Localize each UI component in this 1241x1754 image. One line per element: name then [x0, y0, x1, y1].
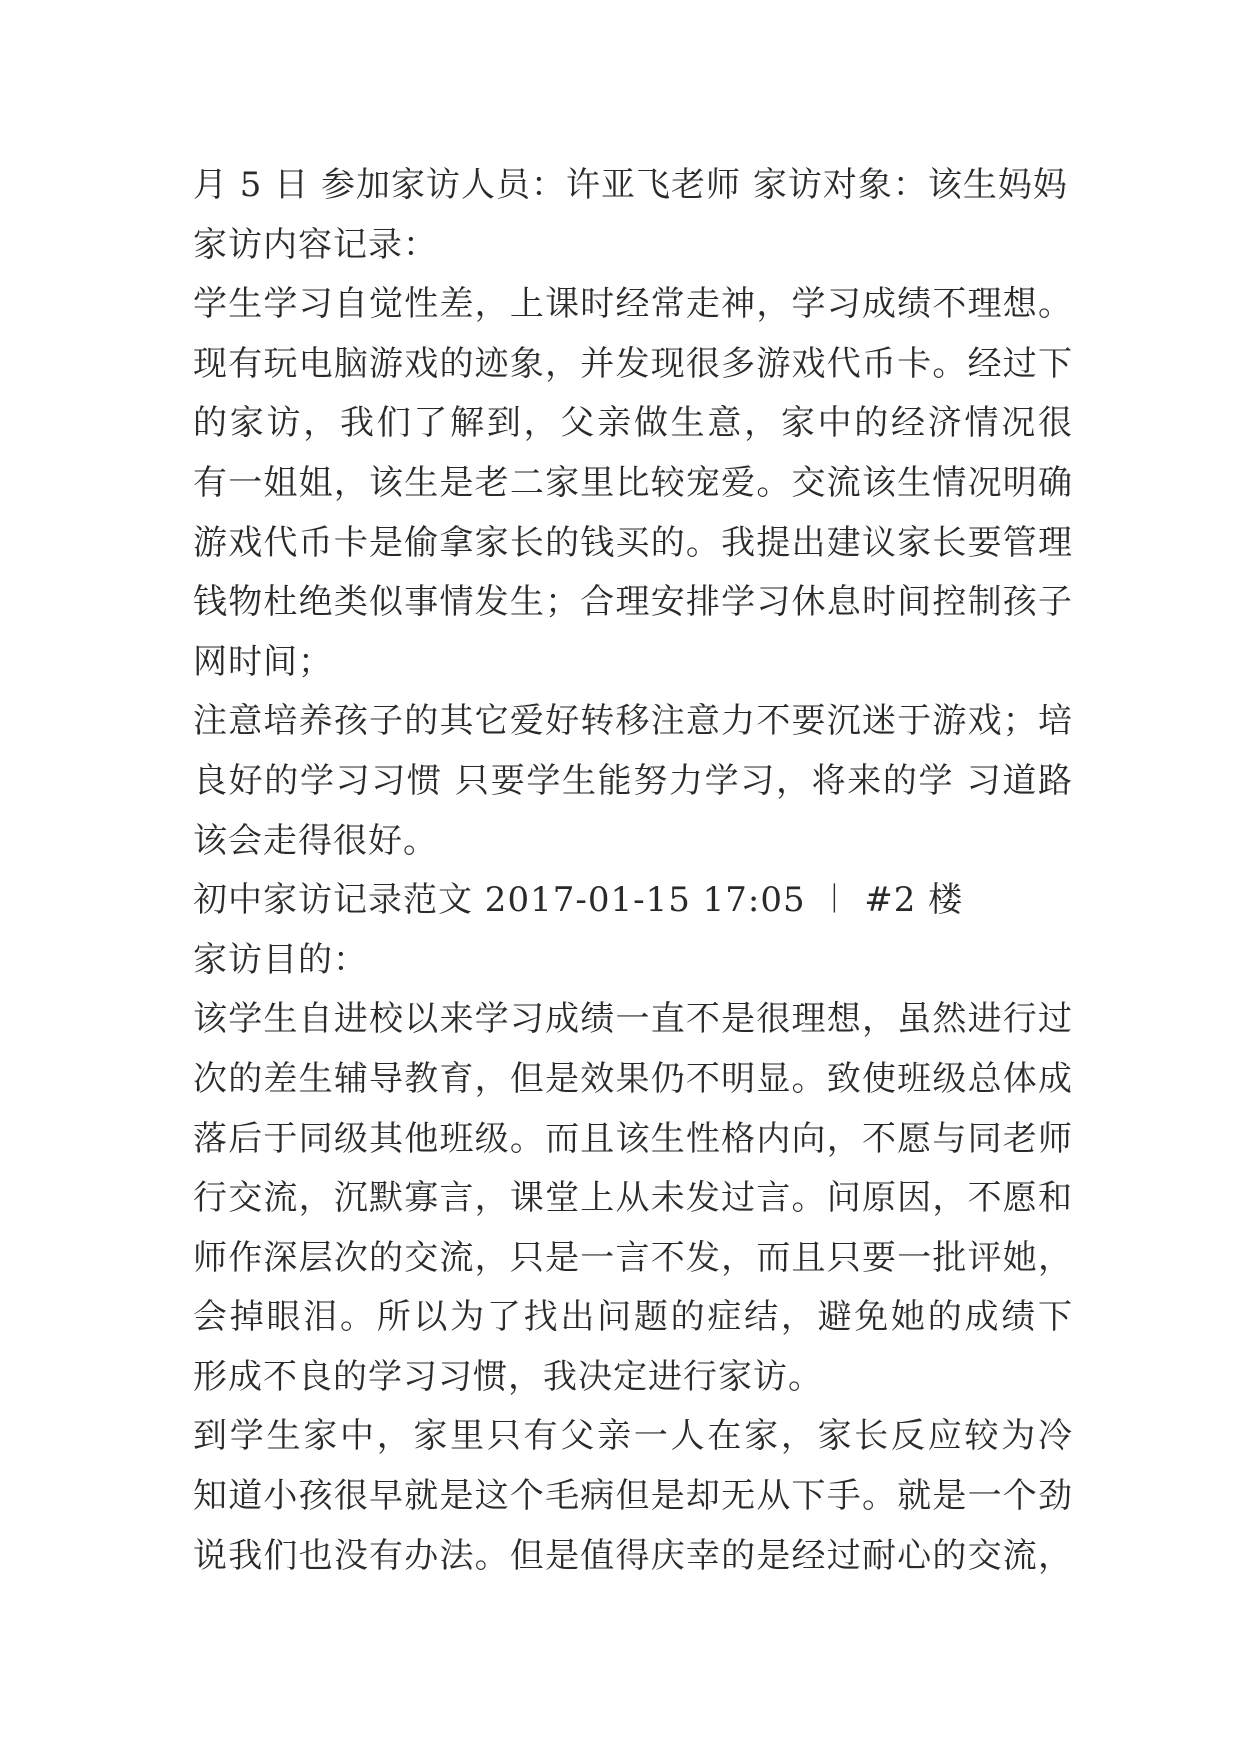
- text-line: 到学生家中，家里只有父亲一人在家，家长反应较为冷: [193, 1416, 1073, 1457]
- text-line: 学生学习自觉性差，上课时经常走神，学习成绩不理想。: [193, 284, 1073, 325]
- text-line: 钱物杜绝类似事情发生；合理安排学习休息时间控制孩子: [193, 582, 1073, 623]
- text-line: 该会走得很好。: [193, 820, 438, 861]
- text-line: 形成不良的学习习惯，我决定进行家访。: [193, 1356, 823, 1397]
- text-line: 次的差生辅导教育，但是效果仍不明显。致使班级总体成: [193, 1058, 1073, 1099]
- text-line: 家访目的：: [193, 939, 368, 980]
- text-line: 家访内容记录：: [193, 224, 438, 265]
- text-line: 注意培养孩子的其它爱好转移注意力不要沉迷于游戏；培: [193, 701, 1073, 742]
- document-body: [193, 156, 1073, 1586]
- text-line: 游戏代币卡是偷拿家长的钱买的。我提出建议家长要管理: [193, 522, 1073, 563]
- text-line: 现有玩电脑游戏的迹象，并发现很多游戏代币卡。经过下: [193, 343, 1073, 384]
- text-line: 知道小孩很早就是这个毛病但是却无从下手。就是一个劲: [193, 1476, 1073, 1517]
- text-line: 月 5 日 参加家访人员：许亚飞老师 家访对象：该生妈妈: [193, 165, 1068, 205]
- text-line: 初中家访记录范文 2017-01-15 17:05 ︱ #2 楼: [193, 880, 964, 921]
- text-line: 行交流，沉默寡言，课堂上从未发过言。问原因，不愿和: [193, 1178, 1073, 1219]
- text-line: 会掉眼泪。所以为了找出问题的症结，避免她的成绩下: [193, 1297, 1073, 1338]
- text-line: 落后于同级其他班级。而且该生性格内向，不愿与同老师: [193, 1118, 1073, 1159]
- text-line: 该学生自进校以来学习成绩一直不是很理想，虽然进行过: [193, 999, 1073, 1040]
- text-line: 良好的学习习惯 只要学生能努力学习，将来的学 习道路: [193, 760, 1073, 801]
- text-line: 的家访，我们了解到，父亲做生意，家中的经济情况很: [193, 403, 1073, 444]
- text-line: 有一姐姐，该生是老二家里比较宠爱。交流该生情况明确: [193, 462, 1073, 503]
- text-line: 网时间；: [193, 641, 333, 682]
- text-line: 师作深层次的交流，只是一言不发，而且只要一批评她，: [193, 1237, 1073, 1278]
- text-line: 说我们也没有办法。但是值得庆幸的是经过耐心的交流，: [193, 1535, 1073, 1576]
